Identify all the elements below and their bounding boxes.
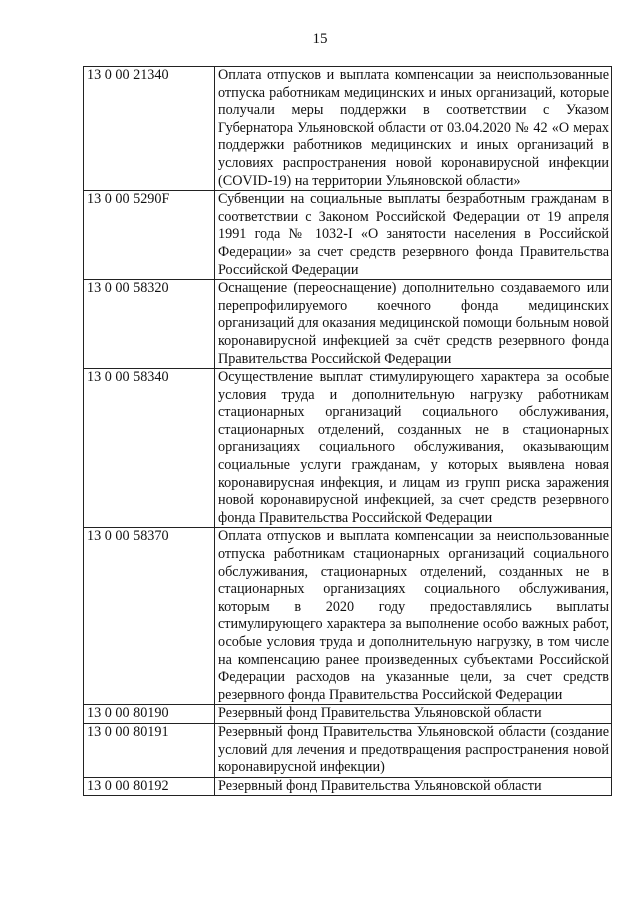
budget-codes-table: [83, 66, 612, 796]
description-cell: Резервный фонд Правительства Ульяновской области: [215, 705, 612, 724]
description-cell: Осуществление выплат стимулирующего характера за особые условия труда и дополнительную нагрузку работникам стационарных организаций социального обслуживания, стационарных отделений, созданных не в стационарных организациях социального обслуживания, оказывающим социальные услуги гражданам, у которых выявлена новая коронавирусная инфекция, и лицам из групп риска заражения новой коронавирусной инфекцией, за счет средств резервного фонда Правительства Российской Федерации: [215, 369, 612, 528]
budget-code-cell: 13 0 00 58320: [84, 280, 215, 369]
budget-code-cell: 13 0 00 21340: [84, 67, 215, 191]
table-row: [84, 723, 612, 777]
page-number: 15: [312, 31, 328, 47]
budget-code-cell: 13 0 00 58340: [84, 369, 215, 528]
table-row: [84, 280, 612, 369]
table-row: [84, 191, 612, 280]
budget-code-cell: 13 0 00 80190: [84, 705, 215, 724]
description-cell: Резервный фонд Правительства Ульяновской области (создание условий для лечения и предотвращения распространения новой коронавирусной инфекции): [215, 723, 612, 777]
table-row: [84, 369, 612, 528]
budget-code-cell: 13 0 00 80192: [84, 777, 215, 796]
budget-code-cell: 13 0 00 58370: [84, 528, 215, 705]
table-row: [84, 67, 612, 191]
table-row: [84, 777, 612, 796]
description-cell: Резервный фонд Правительства Ульяновской области: [215, 777, 612, 796]
table-row: [84, 705, 612, 724]
table-row: [84, 528, 612, 705]
description-cell: Оснащение (переоснащение) дополнительно создаваемого или перепрофилируемого коечного фонда медицинских организаций для оказания медицинской помощи больным новой коронавирусной инфекцией за счёт средств резервного фонда Правительства Российской Федерации: [215, 280, 612, 369]
budget-code-cell: 13 0 00 80191: [84, 723, 215, 777]
description-cell: Оплата отпусков и выплата компенсации за неиспользованные отпуска работникам стационарных организаций социального обслуживания, стационарных отделений, созданных не в стационарных организациях социального обслуживания, которым в 2020 году предоставлялись выплаты стимулирующего характера за выполнение особо важных работ, особые условия труда и дополнительную нагрузку, в том числе на компенсацию ранее произведенных субъектами Российской Федерации расходов на указанные цели, за счет средств резервного фонда Правительства Российской Федерации: [215, 528, 612, 705]
budget-code-cell: 13 0 00 5290F: [84, 191, 215, 280]
description-cell: Оплата отпусков и выплата компенсации за неиспользованные отпуска работникам медицинских и иных организаций, которые получали меры поддержки в соответствии с Указом Губернатора Ульяновской области от 03.04.2020 № 42 «О мерах поддержки работников медицинских и иных организаций в условиях распространения новой коронавирусной инфекции (COVID-19) на территории Ульяновской области»: [215, 67, 612, 191]
description-cell: Субвенции на социальные выплаты безработным гражданам в соответствии с Законом Российской Федерации от 19 апреля 1991 года № 1032-I «О занятости населения в Российской Федерации» за счет средств резервного фонда Правительства Российской Федерации: [215, 191, 612, 280]
